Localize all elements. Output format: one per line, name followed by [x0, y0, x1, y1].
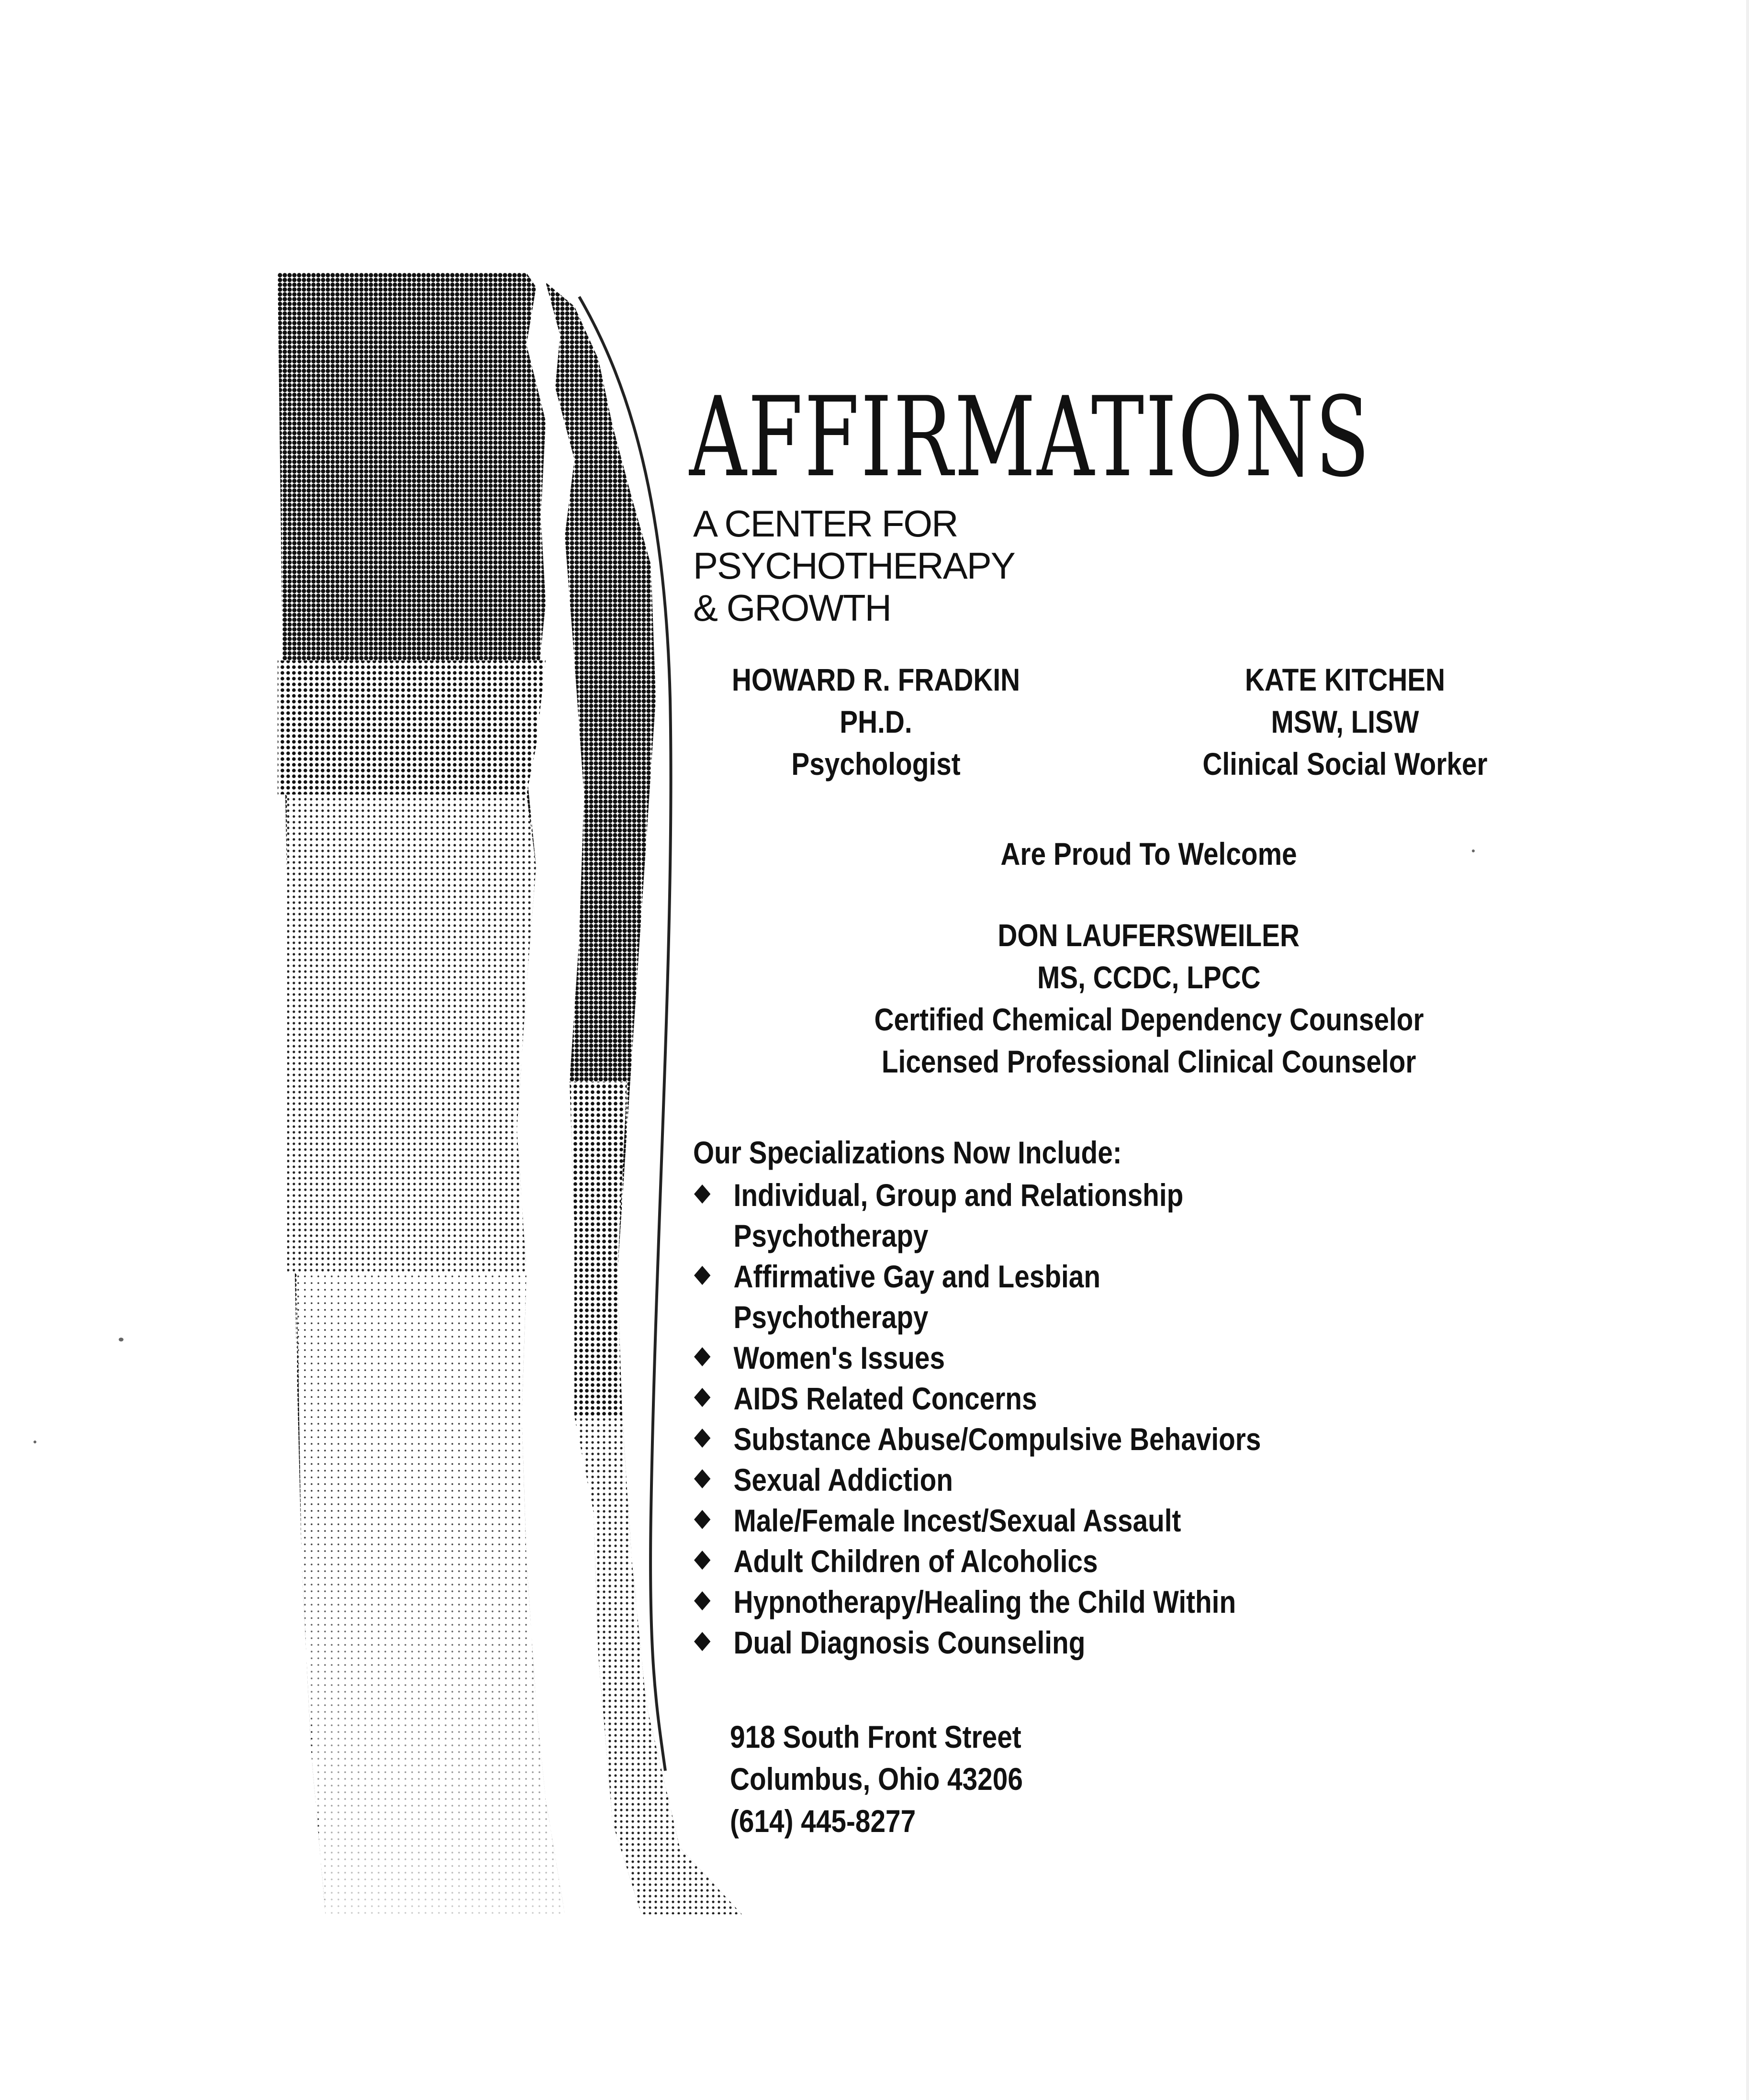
- staff-credentials: MSW, LISW: [1271, 704, 1419, 739]
- list-item-text: Sexual Addiction: [733, 1462, 953, 1497]
- list-item-text: Substance Abuse/Compulsive Behaviors: [733, 1421, 1261, 1457]
- list-item: [694, 1256, 1312, 1338]
- scan-speck: [1472, 849, 1475, 852]
- brand-tagline: [693, 503, 1015, 629]
- staff-credentials: PH.D.: [840, 704, 912, 739]
- list-item-text: Male/Female Incest/Sexual Assault: [733, 1503, 1181, 1538]
- new-member-block: [680, 914, 1618, 1083]
- list-item-text: Affirmative Gay and Lesbian: [733, 1259, 1101, 1294]
- list-item: [694, 1460, 1312, 1500]
- list-item: [694, 1378, 1312, 1419]
- brand-logo: AFFIRMATIONS: [689, 374, 1371, 502]
- staff-name: HOWARD R. FRADKIN: [731, 662, 1020, 697]
- new-member-title-1: Certified Chemical Dependency Counselor: [874, 1002, 1424, 1037]
- diamond-bullet-icon: [694, 1469, 710, 1488]
- diamond-bullet-icon: [694, 1510, 710, 1529]
- list-item: [694, 1622, 1312, 1663]
- phone-number: (614) 445-8277: [730, 1803, 916, 1839]
- tagline-line-2: PSYCHOTHERAPY: [693, 545, 1015, 587]
- diamond-bullet-icon: [694, 1591, 710, 1610]
- diamond-bullet-icon: [694, 1429, 710, 1448]
- list-item-text: Women's Issues: [733, 1340, 945, 1375]
- staff-role: Psychologist: [791, 746, 961, 782]
- list-item-text-cont: Psychotherapy: [733, 1218, 929, 1253]
- new-member-credentials: MS, CCDC, LPCC: [1037, 960, 1261, 995]
- list-item: [694, 1582, 1312, 1622]
- list-item: [694, 1338, 1312, 1378]
- list-item-text: Adult Children of Alcoholics: [733, 1543, 1098, 1579]
- ribbon-left-band: [278, 273, 565, 1914]
- diamond-bullet-icon: [694, 1347, 710, 1366]
- list-item: [694, 1175, 1312, 1256]
- staff-member-kate: [1139, 659, 1551, 785]
- welcome-line: [680, 833, 1618, 875]
- new-member-name: DON LAUFERSWEILER: [998, 917, 1300, 953]
- diamond-bullet-icon: [694, 1388, 710, 1407]
- staff-name: KATE KITCHEN: [1244, 662, 1446, 697]
- address-street: 918 South Front Street: [730, 1719, 1021, 1754]
- list-item-text: Hypnotherapy/Healing the Child Within: [733, 1584, 1236, 1620]
- list-item: [694, 1500, 1312, 1541]
- list-item-text: Dual Diagnosis Counseling: [733, 1625, 1086, 1660]
- diamond-bullet-icon: [694, 1266, 710, 1285]
- diamond-bullet-icon: [694, 1184, 710, 1204]
- tagline-line-1: A CENTER FOR: [693, 503, 958, 545]
- address-city: Columbus, Ohio 43206: [730, 1761, 1023, 1797]
- new-member-title-2: Licensed Professional Clinical Counselor: [881, 1044, 1416, 1079]
- list-item: [694, 1541, 1312, 1582]
- diamond-bullet-icon: [694, 1632, 710, 1651]
- scan-speck: [34, 1441, 36, 1443]
- staff-member-howard: [691, 659, 1061, 785]
- diamond-bullet-icon: [694, 1551, 710, 1570]
- scan-speck: [119, 1338, 123, 1341]
- list-item: [694, 1419, 1312, 1460]
- tagline-line-3: & GROWTH: [693, 587, 891, 629]
- list-item-text: Individual, Group and Relationship: [733, 1177, 1184, 1213]
- welcome-text: Are Proud To Welcome: [1000, 836, 1297, 871]
- staff-role: Clinical Social Worker: [1202, 746, 1488, 782]
- list-item-text: AIDS Related Concerns: [733, 1381, 1037, 1416]
- contact-address: [730, 1716, 1023, 1842]
- specializations-list: [694, 1175, 1312, 1663]
- specializations-heading: Our Specializations Now Include:: [693, 1135, 1122, 1170]
- list-item-text-cont: Psychotherapy: [733, 1299, 929, 1335]
